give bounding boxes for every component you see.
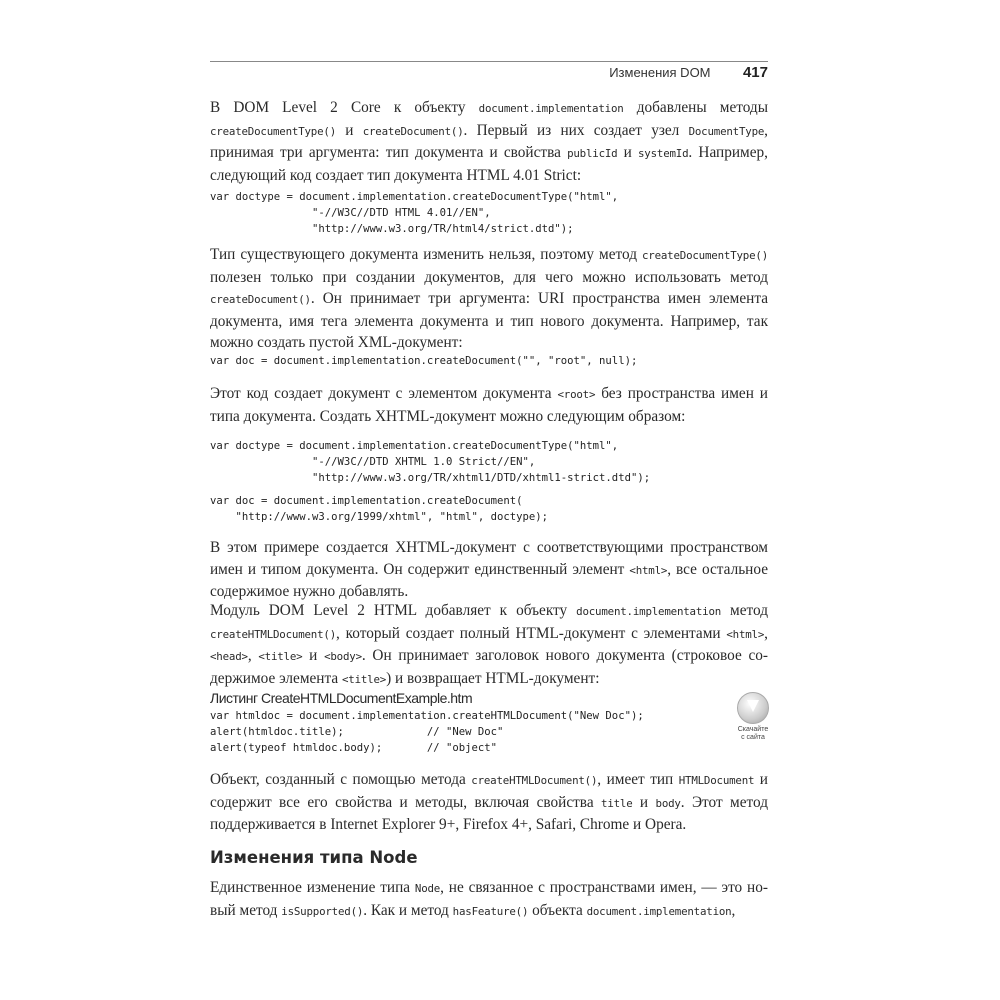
paragraph bbox=[210, 877, 768, 922]
listing bbox=[210, 690, 768, 756]
inline-code: <title> bbox=[341, 672, 387, 686]
text-run: . Например, следующий код создает тип документа HTML 4.01 Strict: bbox=[210, 144, 768, 184]
inline-code: createDocumentType() bbox=[641, 249, 768, 262]
header-rule bbox=[210, 61, 768, 62]
inline-code: HTMLDocument bbox=[678, 774, 755, 787]
paragraph bbox=[210, 537, 768, 603]
inline-code: <title> bbox=[258, 650, 303, 664]
text-run: Модуль DOM Level 2 HTML добавляет к объекту bbox=[210, 602, 577, 619]
text-run: , принимая три аргумента: тип документа и свойства bbox=[210, 121, 768, 162]
text-run: . Этот метод поддерживается в Internet Explorer 9+, Firefox 4+, Safari, Chrome и Opera. bbox=[210, 793, 768, 834]
inline-code: createDocument() bbox=[210, 293, 311, 307]
text-run: . Первый из них создает узел bbox=[463, 121, 689, 139]
inline-code: createHTMLDocument() bbox=[471, 774, 598, 787]
inline-code: <html> bbox=[629, 563, 668, 577]
text-run: добавлены методы bbox=[623, 99, 768, 116]
text-run: , bbox=[247, 647, 259, 665]
text-run: Объект, созданный с помощью метода bbox=[210, 771, 472, 788]
paragraph bbox=[210, 769, 768, 836]
text-run: и bbox=[617, 144, 638, 162]
inline-code: document.implementation bbox=[586, 904, 732, 918]
paragraph bbox=[210, 97, 768, 186]
inline-code: <root> bbox=[557, 388, 596, 401]
text-run: и содержит все его свойства и методы, включая свойства bbox=[210, 771, 768, 811]
text-run: ) и возвращает HTML-документ: bbox=[386, 669, 600, 687]
text-run: , не связанное с пространствами имен, — это новый метод bbox=[210, 879, 768, 919]
text-run: полезен только при создании документов, для чего можно использовать метод bbox=[210, 268, 768, 286]
text-run: , все остальное содержимое нужно добавлять. bbox=[210, 560, 768, 601]
section-title: Изменения DOM bbox=[609, 65, 711, 80]
text-run: метод bbox=[721, 602, 768, 619]
listing-title: Листинг CreateHTMLDocumentExample.htm bbox=[210, 690, 473, 706]
download-arrow-icon bbox=[737, 692, 769, 724]
download-label: Скачайте с сайта bbox=[737, 726, 769, 741]
text-run: . Он принимает три аргумента: URI пространства имен элемента документа, имя тега элемента документа и тип нового документа. Например, так можно создать пустой XML-документ: bbox=[210, 290, 768, 352]
paragraph bbox=[210, 383, 768, 427]
inline-code: <head> bbox=[210, 650, 248, 664]
inline-code: <html> bbox=[726, 627, 765, 641]
section-heading: Изменения типа Node bbox=[210, 848, 418, 867]
inline-code: isSupported() bbox=[281, 904, 364, 918]
inline-code: createDocumentType() bbox=[210, 124, 337, 138]
text-run: без пространства имен и типа документа. Создать XHTML-документ можно следующим образом: bbox=[210, 385, 768, 425]
paragraph bbox=[210, 244, 768, 354]
inline-code: body bbox=[655, 796, 681, 810]
text-run: Единственное изменение типа bbox=[210, 879, 415, 896]
inline-code: createHTMLDocument() bbox=[210, 627, 337, 641]
text-run: , имеет тип bbox=[597, 771, 679, 788]
text-run: объекта bbox=[528, 901, 587, 919]
text-run: и bbox=[632, 793, 656, 811]
code-block: var doctype = document.implementation.createDocumentType("html", "-//W3C//DTD HTML 4.01//EN", "http://www.w3.org/TR/html4/strict.dtd"); bbox=[210, 191, 619, 235]
inline-code: createDocument() bbox=[362, 124, 464, 138]
code-block: var doctype = document.implementation.createDocumentType("html", "-//W3C//DTD XHTML 1.0 Strict//EN", "http://www.w3.org/TR/xhtml1/DTD/xhtml1-strict.dtd"); bbox=[210, 440, 651, 484]
listing-code: var htmldoc = document.implementation.createHTMLDocument("New Doc"); alert(htmldoc.title); // "New Doc" alert(typeof htmldoc.body); // "object" bbox=[210, 710, 644, 754]
inline-code: document.implementation bbox=[576, 605, 722, 618]
text-run: Тип существующего документа изменить нельзя, поэтому метод bbox=[210, 246, 642, 263]
text-run: , bbox=[764, 624, 768, 642]
text-run: , который создает полный HTML-документ с элементами bbox=[336, 624, 727, 642]
code-block: var doc = document.implementation.createDocument("", "root", null); bbox=[210, 355, 638, 367]
inline-code: hasFeature() bbox=[452, 904, 529, 918]
text-run: В этом примере создается XHTML-документ с соответствующими пространством имен и типом документа. Он содержит единственный элемент bbox=[210, 539, 768, 578]
paragraph bbox=[210, 600, 768, 690]
inline-code: title bbox=[601, 796, 633, 810]
text-run: В DOM Level 2 Core к объекту bbox=[210, 99, 479, 116]
inline-code: publicId bbox=[567, 147, 618, 161]
page-number: 417 bbox=[742, 64, 768, 81]
text-run: . Как и метод bbox=[363, 901, 453, 919]
text-run: . Он принимает заголовок нового документа (строковое содержимое элемента bbox=[210, 647, 768, 687]
text-run: Этот код создает документ с элементом документа bbox=[210, 385, 558, 402]
text-run: , bbox=[731, 901, 736, 919]
text-run: и bbox=[302, 647, 325, 665]
code-block: var doc = document.implementation.createDocument( "http://www.w3.org/1999/xhtml", "html", doctype); bbox=[210, 495, 549, 523]
inline-code: document.implementation bbox=[478, 102, 624, 115]
inline-code: Node bbox=[414, 882, 441, 895]
inline-code: <body> bbox=[324, 650, 362, 664]
inline-code: systemId bbox=[638, 147, 689, 161]
inline-code: DocumentType bbox=[688, 124, 765, 138]
download-badge[interactable] bbox=[733, 692, 773, 742]
text-run: и bbox=[336, 121, 363, 139]
running-header bbox=[609, 64, 768, 82]
